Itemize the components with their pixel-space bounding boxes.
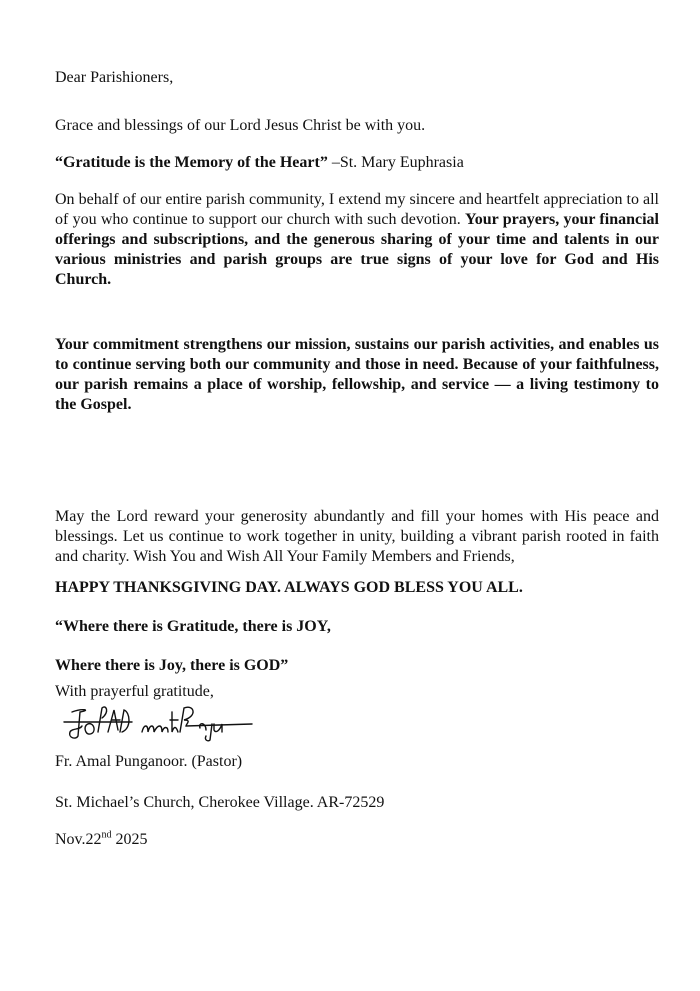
signature xyxy=(62,702,262,742)
closing-quote-line-2: Where there is Joy, there is GOD” xyxy=(55,657,289,674)
para1-bold: Your prayers, your financial offerings and subscriptions, and the generous sharing of your time and talents in our various ministries and parish groups are true signs of your love for God and His Church. xyxy=(55,211,659,288)
quote-text: “Gratitude is the Memory of the Heart” xyxy=(55,154,328,171)
quote xyxy=(55,153,659,173)
letter-date xyxy=(55,830,659,850)
para1-normal: On behalf of our entire parish community, I extend my sincere and heartfelt appreciation to all of you who continue to support our church with such devotion. xyxy=(55,191,659,228)
closing-quote-line-1: “Where there is Gratitude, there is JOY, xyxy=(55,618,331,635)
quote-attribution: –St. Mary Euphrasia xyxy=(327,154,464,171)
thanksgiving-wish: HAPPY THANKSGIVING DAY. ALWAYS GOD BLESS YOU ALL. xyxy=(55,579,523,596)
signer-name: Fr. Amal Punganoor. (Pastor) xyxy=(55,753,243,770)
date-main: Nov.22 xyxy=(55,831,102,848)
signoff: With prayerful gratitude, xyxy=(55,683,214,700)
church-address: St. Michael’s Church, Cherokee Village. AR-72529 xyxy=(55,794,385,811)
paragraph-blessing: May the Lord reward your generosity abundantly and fill your homes with His peace and blessings. Let us continue to work together in unity, building a vibrant parish rooted in faith and charity. Wish You and Wish All Your Family Members and Friends, xyxy=(55,508,659,565)
greeting: Grace and blessings of our Lord Jesus Christ be with you. xyxy=(55,117,426,134)
paragraph-appreciation xyxy=(55,190,659,290)
date-year: 2025 xyxy=(111,831,148,848)
salutation: Dear Parishioners, xyxy=(55,69,174,86)
date-suffix: nd xyxy=(101,829,112,841)
paragraph-commitment: Your commitment strengthens our mission, sustains our parish activities, and enables us to continue serving both our community and those in need. Because of your faithfulness, our parish remains a place of worship, fellowship, and service — a living testimony to the Gospel. xyxy=(55,336,659,413)
